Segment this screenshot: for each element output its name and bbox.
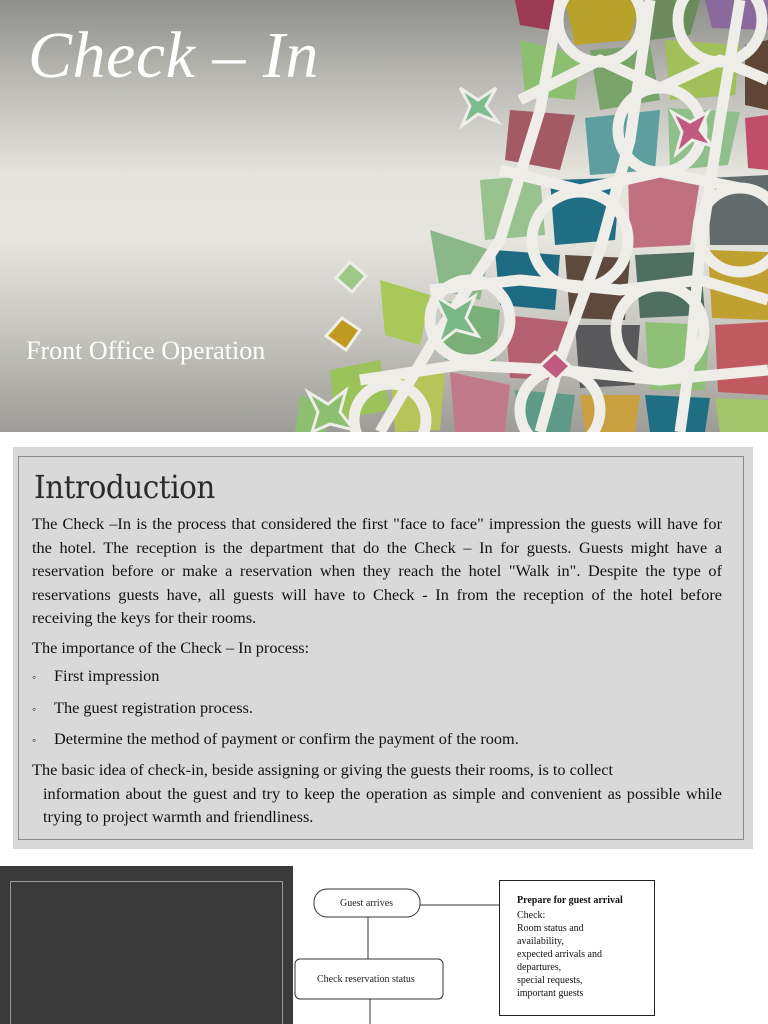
prepare-line: expected arrivals and <box>517 949 602 960</box>
bullet-item <box>32 729 519 749</box>
basic-idea-rest: information about the guest and try to keep the operation as simple and convenient as possible while trying to project warmth and friendliness. <box>43 783 722 826</box>
title-slide <box>0 0 768 432</box>
basic-idea-line1: The basic idea of check-in, beside assigning or giving the guests their rooms, is to collect <box>32 760 614 779</box>
prepare-arrival-title: Prepare for guest arrival <box>517 895 623 906</box>
bullet-text: The guest registration process. <box>54 698 253 717</box>
bullet-item <box>32 666 159 686</box>
prepare-arrival-list <box>517 909 654 1000</box>
slide-title: Check – In <box>28 19 319 92</box>
bullet-text: Determine the method of payment or confirm the payment of the room. <box>54 729 519 748</box>
intro-paragraph: The Check –In is the process that considered the first "face to face" impression the guests will have for the hotel. The reception is the department that do the Check – In for guests. Guests might have a reservation before or make a reservation when they reach the hotel "Walk in". Despite the type of reservations guests have, all guests will have to Check - In from the reception of the hotel before receiving the keys for their rooms. <box>32 514 722 627</box>
prepare-line: availability, <box>517 936 564 947</box>
flowchart-slide <box>0 862 768 1024</box>
bullet-text: First impression <box>54 666 160 685</box>
prepare-line: Check: <box>517 910 546 921</box>
bullet-circle-icon: ◦ <box>32 733 37 747</box>
prepare-line: special requests, <box>517 975 583 986</box>
basic-idea-paragraph <box>32 758 722 829</box>
bullet-circle-icon: ◦ <box>32 702 37 716</box>
section-heading: Introduction <box>34 468 215 506</box>
guest-arrives-label: Guest arrives <box>340 898 394 909</box>
prepare-arrival-box <box>499 880 655 1016</box>
check-reservation-label: Check reservation status <box>317 974 415 985</box>
bullet-circle-icon: ◦ <box>32 670 37 684</box>
bullet-item <box>32 698 253 718</box>
prepare-line: important guests <box>517 988 584 999</box>
prepare-line: Room status and <box>517 923 584 934</box>
slide-subtitle: Front Office Operation <box>26 336 266 365</box>
prepare-line: departures, <box>517 962 562 973</box>
importance-paragraph: The importance of the Check – In process: <box>32 638 310 657</box>
introduction-slide <box>0 432 768 862</box>
